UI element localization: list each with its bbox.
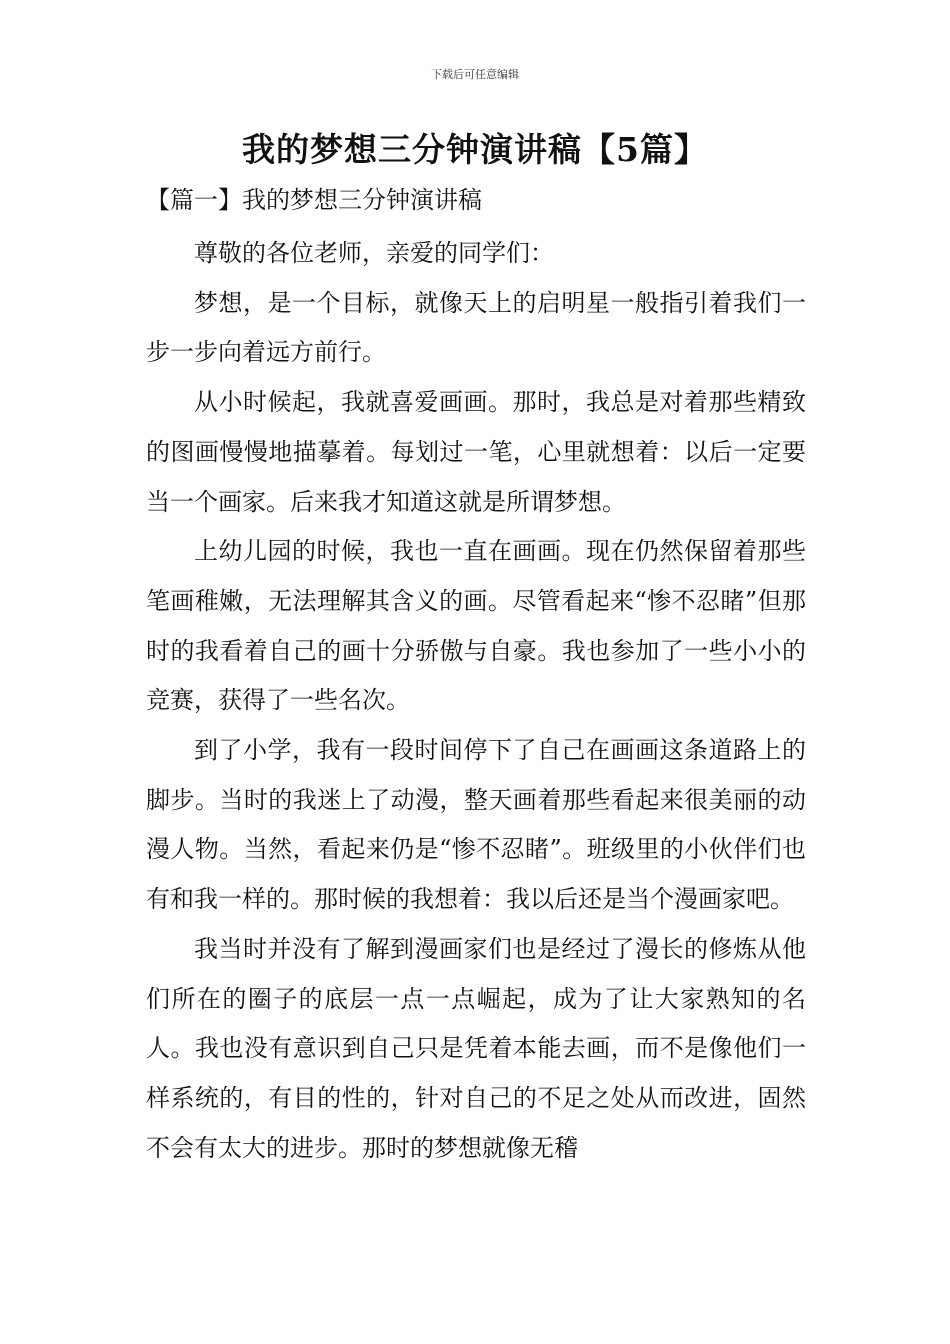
section-heading: 【篇一】我的梦想三分钟演讲稿 <box>146 186 482 214</box>
document-title: 我的梦想三分钟演讲稿【5篇】 <box>242 130 708 169</box>
header-note: 下载后可任意编辑 <box>431 68 519 81</box>
paragraph: 到了小学，我有一段时间停下了自己在画画这条道路上的脚步。当时的我迷上了动漫，整天画着那些看起来很美丽的动漫人物。当然，看起来仍是“惨不忍睹”。班级里的小伙伴们也有和我一样的。那时候的我想着：我以后还是当个漫画家吧。 <box>146 736 806 914</box>
paragraph: 梦想，是一个目标，就像天上的启明星一般指引着我们一步一步向着远方前行。 <box>146 288 806 367</box>
paragraph: 从小时候起，我就喜爱画画。那时，我总是对着那些精致的图画慢慢地描摹着。每划过一笔，心里就想着：以后一定要当一个画家。后来我才知道这就是所谓梦想。 <box>146 388 806 516</box>
body-text <box>146 229 806 1173</box>
paragraph: 上幼儿园的时候，我也一直在画画。现在仍然保留着那些笔画稚嫩，无法理解其含义的画。尽管看起来“惨不忍睹”但那时的我看着自己的画十分骄傲与自豪。我也参加了一些小小的竞赛，获得了一些名次。 <box>146 537 806 715</box>
paragraph: 我当时并没有了解到漫画家们也是经过了漫长的修炼从他们所在的圈子的底层一点一点崛起，成为了让大家熟知的名人。我也没有意识到自己只是凭着本能去画，而不是像他们一样系统的，有目的性的，针对自己的不足之处从而改进，固然不会有太大的进步。那时的梦想就像无稽 <box>146 934 806 1162</box>
paragraph: 尊敬的各位老师，亲爱的同学们： <box>194 239 554 267</box>
